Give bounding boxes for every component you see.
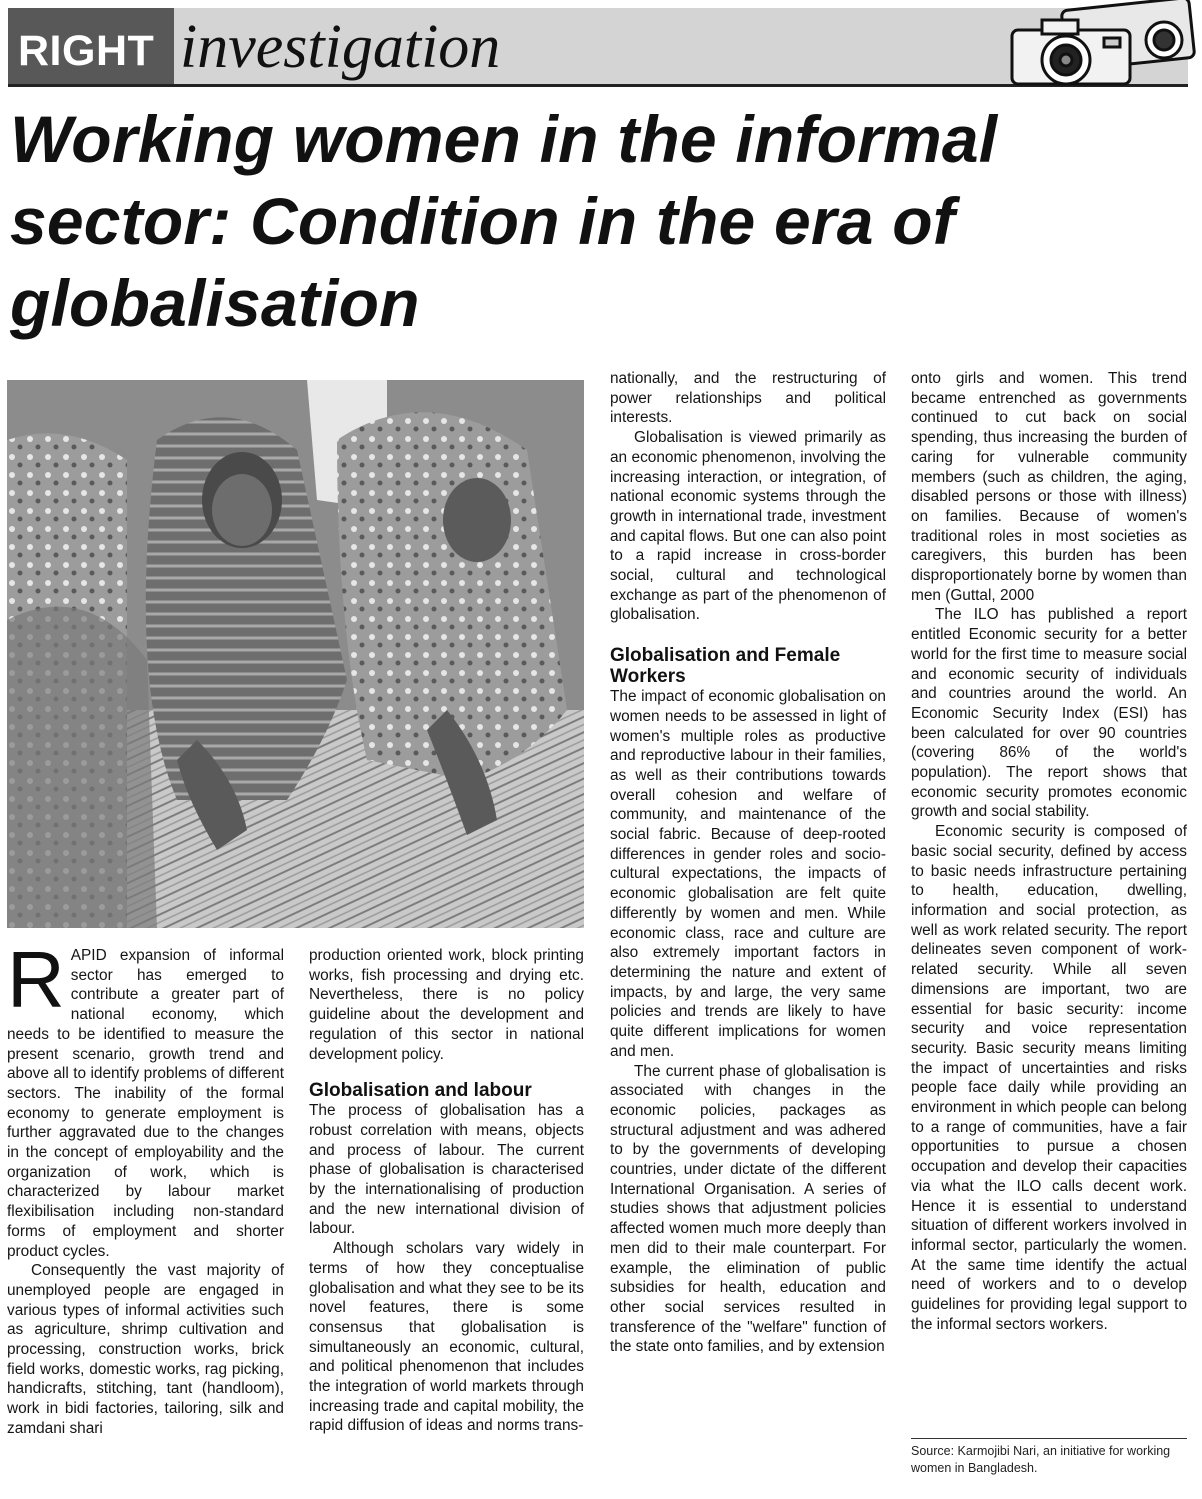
- article-photo: [7, 380, 584, 928]
- masthead-section-label: investigation: [180, 13, 501, 81]
- article-column-3: [610, 369, 886, 1357]
- paragraph: [7, 935, 284, 1261]
- masthead-right-label: RIGHT: [8, 8, 174, 84]
- article-column-1: [7, 935, 284, 1439]
- paragraph: The process of globalisation has a robust correlation with means, objects and process of labour. The current phase of globalisation is characterised by the internationalising of production and the new international division of labour.: [309, 1102, 584, 1238]
- paragraph: production oriented work, block printing works, fish processing and drying etc. Nevertheless, there is no policy guideline about the development and regulation of this sector in national development policy.: [309, 947, 584, 1063]
- article-column-4: [911, 369, 1187, 1334]
- paragraph: onto girls and women. This trend became entrenched as governments continued to cut back on social spending, thus increasing the burden of caring for vulnerable community members (such as children, the aging, disabled persons or those with illness) on families. Because of women's traditional roles in most societies as caregivers, this burden has been disproportionately borne by women than men (Guttal, 2000: [911, 370, 1187, 604]
- article-column-2: [309, 946, 584, 1436]
- paragraph: Consequently the vast majority of unemployed people are engaged in various types of informal activities such as agriculture, shrimp cultivation and processing, construction works, brick field works, domestic works, rag picking, handicrafts, stitching, tant (handloom), work in bidi factories, tailoring, silk and zamdani shari: [7, 1262, 284, 1437]
- paragraph: Globalisation is viewed primarily as an economic phenomenon, involving the increasing interaction, or integration, of national economic systems through the growth in international trade, investment and capital flows. But one can also point to a rapid increase in cross-border social, cultural and technological exchange as part of the phenomenon of globalisation.: [610, 429, 886, 624]
- section-heading: Globalisation and labour: [309, 1080, 532, 1102]
- paragraph: nationally, and the restructuring of power relationships and political interests.: [610, 370, 886, 427]
- paragraph: The ILO has published a report entitled Economic security for a better world for the first time to measure social and economic security of individuals and countries around the world. An Economic Security Index (ESI) has been calculated for over 90 countries (covering 86% of the world's population). The report shows that economic security promotes economic growth and social stability.: [911, 606, 1187, 821]
- drop-cap: R: [7, 935, 65, 1024]
- paragraph: Although scholars vary widely in terms of how they conceptualise globalisation and what they see to be its novel features, there is some consensus that globalisation is simultaneously an economic, cultural, and political phenomenon that includes the integration of world markets through increasing trade and capital mobility, the rapid diffusion of ideas and norms trans-: [309, 1240, 584, 1435]
- paragraph: The impact of economic globalisation on women needs to be assessed in light of women's multiple roles as productive and reproductive labour in their families, as well as their contributions towards overall cohesion and welfare of community, and maintenance of the social fabric. Because of deep-rooted differences in gender roles and socio-cultural expectations, the impacts of economic globalisation are felt quite differently by women and men. While economic class, race and culture are also extremely important factors in determining the nature and extent of impacts, by and large, the very same policies and trends are likely to have quite different implications for women and men.: [610, 688, 886, 1060]
- section-heading: Globalisation and Female Workers: [610, 645, 841, 688]
- paragraph-text: APID expansion of informal sector has emerged to contribute a greater part of national economy, which needs to be identified to measure the present scenario, growth trend and above all to identify problems of different sectors. The inability of the formal economy to generate employment is further aggravated due to the changes in the concept of employability and the organization of work, which is characterized by labour market flexibilisation including non-standard forms of employment and shorter product cycles.: [7, 947, 284, 1260]
- source-divider: [911, 1438, 1187, 1439]
- source-note: Source: Karmojibi Nari, an initiative for working women in Bangladesh.: [911, 1444, 1171, 1475]
- paragraph: The current phase of globalisation is associated with changes in the economic policies, packages as structural adjustment and was adhered to by the governments of developing countries, under dictate of the different International Organisation. A series of studies shows that adjustment policies affected women much more deeply than men did to their male counterpart. For example, the elimination of public subsidies for health, education and other social services resulted in transference of the "welfare" function of the state onto families, and by extension: [610, 1062, 886, 1356]
- article-headline: Working women in the informal sector: Condition in the era of globalisation: [10, 102, 998, 340]
- camera-icon: [1004, 0, 1196, 88]
- paragraph: Economic security is composed of basic social security, defined by access to basic needs infrastructure pertaining to health, education, dwelling, information and social protection, as well as work related security. The report delineates seven component of work-related security. While all seven dimensions are important, two are essential for basic security: income security and voice representation security. Basic security means limiting the impact of uncertainties and risks people face daily while providing an environment in which people can belong to a range of communities, have a fair opportunities to pursue a chosen occupation and develop their capacities via what the ILO calls decent work. Hence it is essential to understand situation of different workers involved in informal sector, particularly the women. At the same time identify the actual need of workers and to o develop guidelines for providing legal support to the informal sectors workers.: [911, 823, 1187, 1333]
